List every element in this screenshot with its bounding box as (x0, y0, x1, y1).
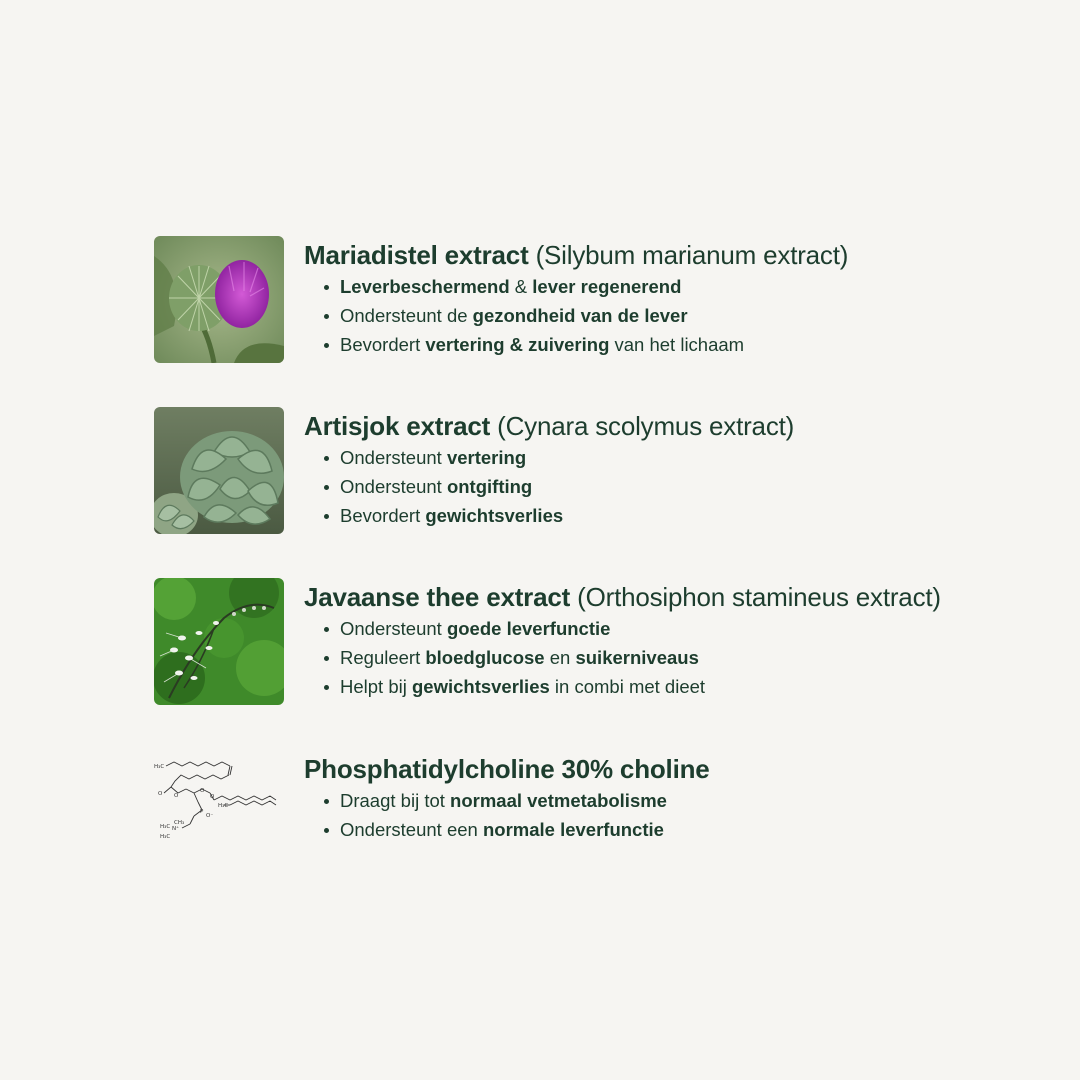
benefit-item (324, 272, 1034, 301)
java-tea-photo-icon (154, 578, 284, 705)
benefit-text: en (544, 647, 576, 668)
benefit-highlight: Leverbeschermend (340, 276, 510, 297)
chem-label: N⁺ (172, 826, 180, 832)
benefit-list (304, 443, 1034, 530)
benefit-item (324, 815, 1034, 844)
ingredient-phosphatidylcholine (154, 750, 1034, 880)
ingredient-name: Javaanse thee extract (304, 582, 571, 612)
artichoke-image (154, 407, 284, 534)
chem-label: H₃C (218, 803, 229, 809)
benefit-highlight: goede leverfunctie (446, 618, 611, 639)
benefit-item (324, 786, 1034, 815)
ingredient-title (304, 409, 1034, 443)
java-tea-image (154, 578, 284, 705)
benefit-text: van het lichaam (609, 334, 745, 355)
ingredient-title (304, 580, 1034, 614)
ingredient-latin-name: (Orthosiphon stamineus extract) (577, 582, 941, 612)
ingredient-artisjok (154, 407, 1034, 537)
benefit-list (304, 786, 1034, 844)
benefit-item (324, 643, 1034, 672)
benefit-text: & (509, 276, 533, 297)
benefit-highlight: ontgifting (446, 476, 533, 497)
chem-label: H₃C (160, 824, 171, 830)
ingredient-name: Artisjok extract (304, 411, 491, 441)
chem-label: H₃C (160, 834, 171, 840)
milk-thistle-photo-icon (154, 236, 284, 363)
ingredient-latin-name: (Silybum marianum extract) (535, 240, 849, 270)
benefit-item (324, 443, 1034, 472)
artichoke-photo-icon (154, 407, 284, 534)
ingredient-latin-name: (Cynara scolymus extract) (497, 411, 795, 441)
chem-label: O (210, 794, 215, 800)
benefit-text: Ondersteunt (340, 618, 447, 639)
chem-label: H₃C (154, 764, 165, 770)
benefit-text: Reguleert (340, 647, 426, 668)
benefit-text: Ondersteunt een (340, 819, 483, 840)
milk-thistle-image (154, 236, 284, 363)
benefit-text: Draagt bij tot (340, 790, 451, 811)
ingredient-text (304, 409, 1034, 530)
benefit-text: Bevordert (340, 334, 426, 355)
benefit-text: Ondersteunt (340, 476, 447, 497)
chem-label: O (200, 788, 205, 794)
benefit-text: in combi met dieet (549, 676, 706, 697)
ingredient-text (304, 580, 1034, 701)
ingredient-name: Phosphatidylcholine 30% choline (304, 754, 710, 784)
chemical-structure-diagram-icon (154, 750, 284, 840)
benefit-item (324, 672, 1034, 701)
benefit-highlight: vertering (446, 447, 527, 468)
benefit-highlight: lever regenerend (532, 276, 682, 297)
chem-label: CH₃ (174, 820, 185, 826)
chem-label: O⁻ (206, 813, 214, 819)
chem-label: O (174, 793, 179, 799)
benefit-text: Bevordert (340, 505, 426, 526)
benefit-highlight: gezondheid van de lever (472, 305, 688, 326)
benefit-item (324, 330, 1034, 359)
benefit-item (324, 501, 1034, 530)
ingredient-title (304, 238, 1034, 272)
ingredient-text (304, 752, 1034, 844)
ingredient-javaanse-thee (154, 578, 1034, 708)
benefit-text: Ondersteunt (340, 447, 447, 468)
benefit-list (304, 614, 1034, 701)
benefit-item (324, 472, 1034, 501)
benefit-highlight: normale leverfunctie (482, 819, 664, 840)
chem-label: P (200, 809, 204, 815)
chem-label: O (158, 791, 163, 797)
benefit-highlight: gewichtsverlies (411, 676, 550, 697)
ingredient-text (304, 238, 1034, 359)
benefit-highlight: suikerniveaus (575, 647, 699, 668)
ingredient-mariadistel (154, 236, 1034, 366)
benefit-text: Ondersteunt de (340, 305, 473, 326)
benefit-highlight: normaal vetmetabolisme (450, 790, 667, 811)
chemical-structure (154, 750, 284, 840)
benefit-highlight: bloedglucose (425, 647, 545, 668)
benefit-item (324, 301, 1034, 330)
benefit-item (324, 614, 1034, 643)
ingredient-name: Mariadistel extract (304, 240, 529, 270)
benefit-text: Helpt bij (340, 676, 412, 697)
benefit-highlight: vertering & zuivering (425, 334, 610, 355)
benefit-highlight: gewichtsverlies (425, 505, 564, 526)
ingredient-title (304, 752, 1034, 786)
benefit-list (304, 272, 1034, 359)
